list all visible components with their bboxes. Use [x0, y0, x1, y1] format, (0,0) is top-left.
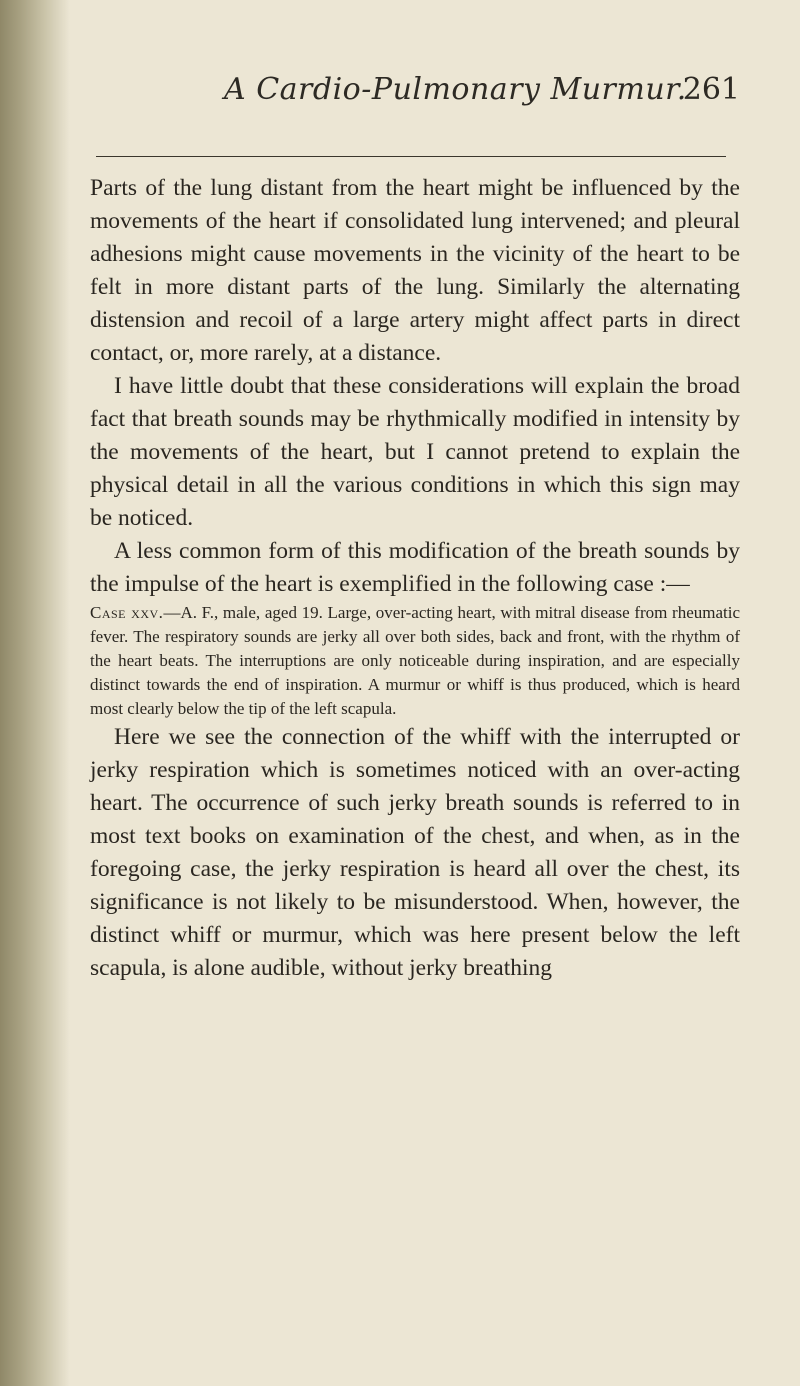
- paragraph: I have little doubt that these considerations will explain the broad fact that breath sounds may be rhythmically modified in intensity by the movements of the heart, but I cannot pretend to explain the physical detail in all the various conditions in which this sign may be noticed.: [90, 373, 740, 531]
- paragraph: A less common form of this modification of the breath sounds by the impulse of the heart is exemplified in the following case :—: [90, 538, 740, 597]
- paragraph: Parts of the lung distant from the heart might be influenced by the movements of the heart if consolidated lung intervened; and pleural adhesions might cause movements in the vicinity of the heart to be felt in more distant parts of the lung. Similarly the alternating distension and recoil of a large artery might affect parts in direct contact, or, more rarely, at a distance.: [90, 175, 740, 366]
- binding-shadow: [0, 0, 70, 1386]
- book-page: [90, 0, 780, 1386]
- paragraph: Here we see the connection of the whiff with the interrupted or jerky respiration which is sometimes noticed with an over-acting heart. The occurrence of such jerky breath sounds is referred to in most text books on examination of the chest, and when, as in the foregoing case, the jerky respiration is heard all over the chest, its significance is not likely to be misunderstood. When, however, the distinct whiff or murmur, which was here present below the left scapula, is alone audible, without jerky breathing: [90, 724, 740, 981]
- page-body: [90, 172, 740, 985]
- header-rule: [96, 156, 726, 157]
- page-number: 261: [682, 72, 740, 107]
- case-report: [90, 601, 740, 721]
- page-header: [90, 72, 740, 122]
- running-title: A Cardio-Pulmonary Murmur.: [224, 72, 687, 107]
- case-text: —A. F., male, aged 19. Large, over-acting heart, with mitral disease from rheumatic fever. The respiratory sounds are jerky all over both sides, back and front, with the rhythm of the heart beats. The interruptions are only noticeable during inspiration, and are especially distinct towards the end of inspiration. A murmur or whiff is thus produced, which is heard most clearly below the tip of the left scapula.: [90, 603, 740, 718]
- case-label: Case xxv.: [90, 603, 164, 622]
